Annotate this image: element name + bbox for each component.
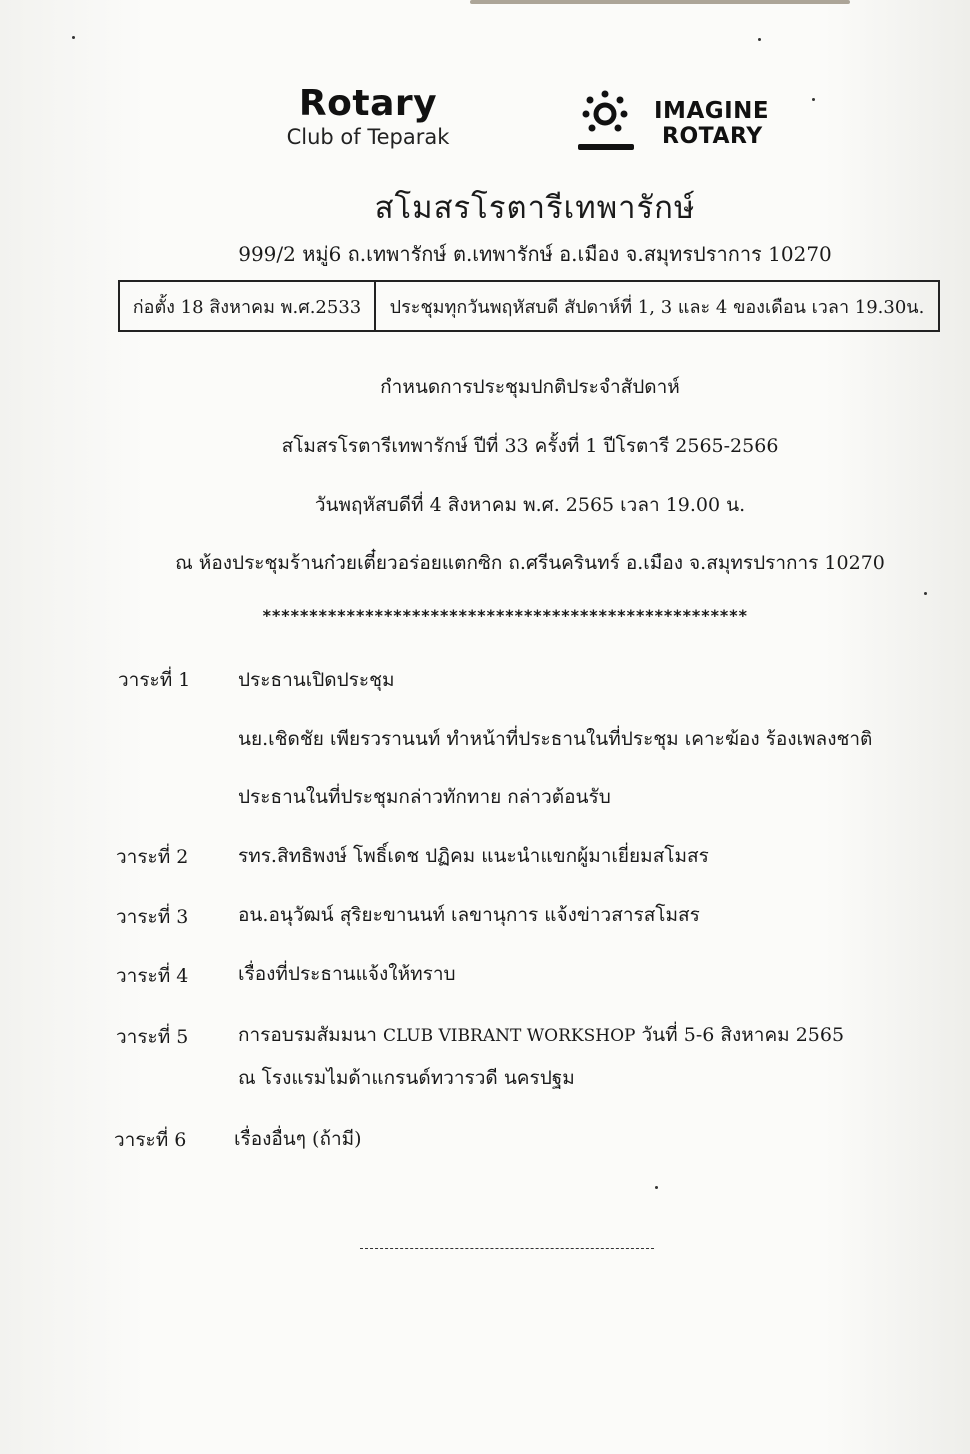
meeting-venue: ณ ห้องประชุมร้านก๋วยเตี๋ยวอร่อยแตกซิก ถ.ศรีนครินทร์ อ.เมือง จ.สมุทรปราการ 10270	[175, 552, 885, 574]
agenda-5-workshop-name: CLUB VIBRANT WORKSHOP	[382, 1026, 636, 1046]
agenda-5-dates: วันที่ 5-6 สิงหาคม 2565	[641, 1024, 845, 1046]
rotary-logo-name: Rotary	[298, 83, 438, 124]
club-info-box	[118, 280, 940, 332]
agenda-1-line-2: นย.เชิดชัย เพียรวรานนท์ ทำหน้าที่ประธานในที่ประชุม เคาะฆ้อง ร้องเพลงชาติ	[238, 728, 873, 750]
agenda-5-line-2: ณ โรงแรมไมด้าแกรนด์ทวารวดี นครปฐม	[238, 1067, 575, 1089]
imagine-rotary-logo	[576, 88, 776, 158]
imagine-sun-icon	[576, 88, 640, 156]
rotary-logo	[278, 84, 458, 150]
imagine-logo-line1: IMAGINE	[654, 98, 770, 124]
scan-speck	[924, 592, 927, 595]
agenda-label-3: วาระที่ 3	[116, 906, 189, 928]
club-address: 999/2 หมู่6 ถ.เทพารักษ์ ต.เทพารักษ์ อ.เมือง จ.สมุทรปราการ 10270	[238, 242, 832, 266]
scan-speck	[812, 98, 815, 101]
agenda-label-5: วาระที่ 5	[116, 1026, 189, 1048]
end-divider	[360, 1248, 654, 1249]
agenda-label-1: วาระที่ 1	[118, 669, 191, 691]
agenda-3-line-1: อน.อนุวัฒน์ สุริยะขานนท์ เลขานุการ แจ้งข่าวสารสโมสร	[238, 904, 700, 926]
separator-stars: ****************************************************	[262, 606, 748, 625]
scan-speck	[72, 36, 75, 39]
club-title: สโมสรโรตารีเทพารักษ์	[374, 190, 696, 226]
agenda-1-line-3: ประธานในที่ประชุมกล่าวทักทาย กล่าวต้อนรับ	[238, 786, 611, 808]
agenda-label-2: วาระที่ 2	[116, 846, 189, 868]
agenda-1-line-1: ประธานเปิดประชุม	[238, 669, 395, 691]
agenda-2-line-1: รทร.สิทธิพงษ์ โพธิ์เดช ปฏิคม แนะนำแขกผู้มาเยี่ยมสโมสร	[238, 845, 709, 867]
scan-speck	[655, 1186, 658, 1189]
agenda-5-topic: การอบรมสัมมนา	[238, 1024, 377, 1046]
meeting-heading: กำหนดการประชุมปกติประจำสัปดาห์	[380, 376, 680, 398]
scan-speck	[758, 38, 761, 41]
scan-smudge	[470, 0, 850, 4]
meeting-session: สโมสรโรตารีเทพารักษ์ ปีที่ 33 ครั้งที่ 1 ปีโรตารี 2565-2566	[281, 435, 779, 457]
meeting-datetime: วันพฤหัสบดีที่ 4 สิงหาคม พ.ศ. 2565 เวลา 19.00 น.	[314, 494, 746, 516]
founded-date: ก่อตั้ง 18 สิงหาคม พ.ศ.2533	[120, 282, 376, 330]
rotary-logo-club: Club of Teparak	[286, 125, 450, 149]
agenda-label-4: วาระที่ 4	[116, 965, 189, 987]
agenda-4-line-1: เรื่องที่ประธานแจ้งให้ทราบ	[238, 963, 456, 985]
meeting-schedule: ประชุมทุกวันพฤหัสบดี สัปดาห์ที่ 1, 3 และ 4 ของเดือน เวลา 19.30น.	[389, 296, 925, 318]
agenda-5-line-1	[238, 1020, 844, 1050]
agenda-6-line-1: เรื่องอื่นๆ (ถ้ามี)	[234, 1128, 362, 1150]
agenda-label-6: วาระที่ 6	[114, 1129, 187, 1151]
imagine-logo-line2: ROTARY	[662, 124, 763, 149]
